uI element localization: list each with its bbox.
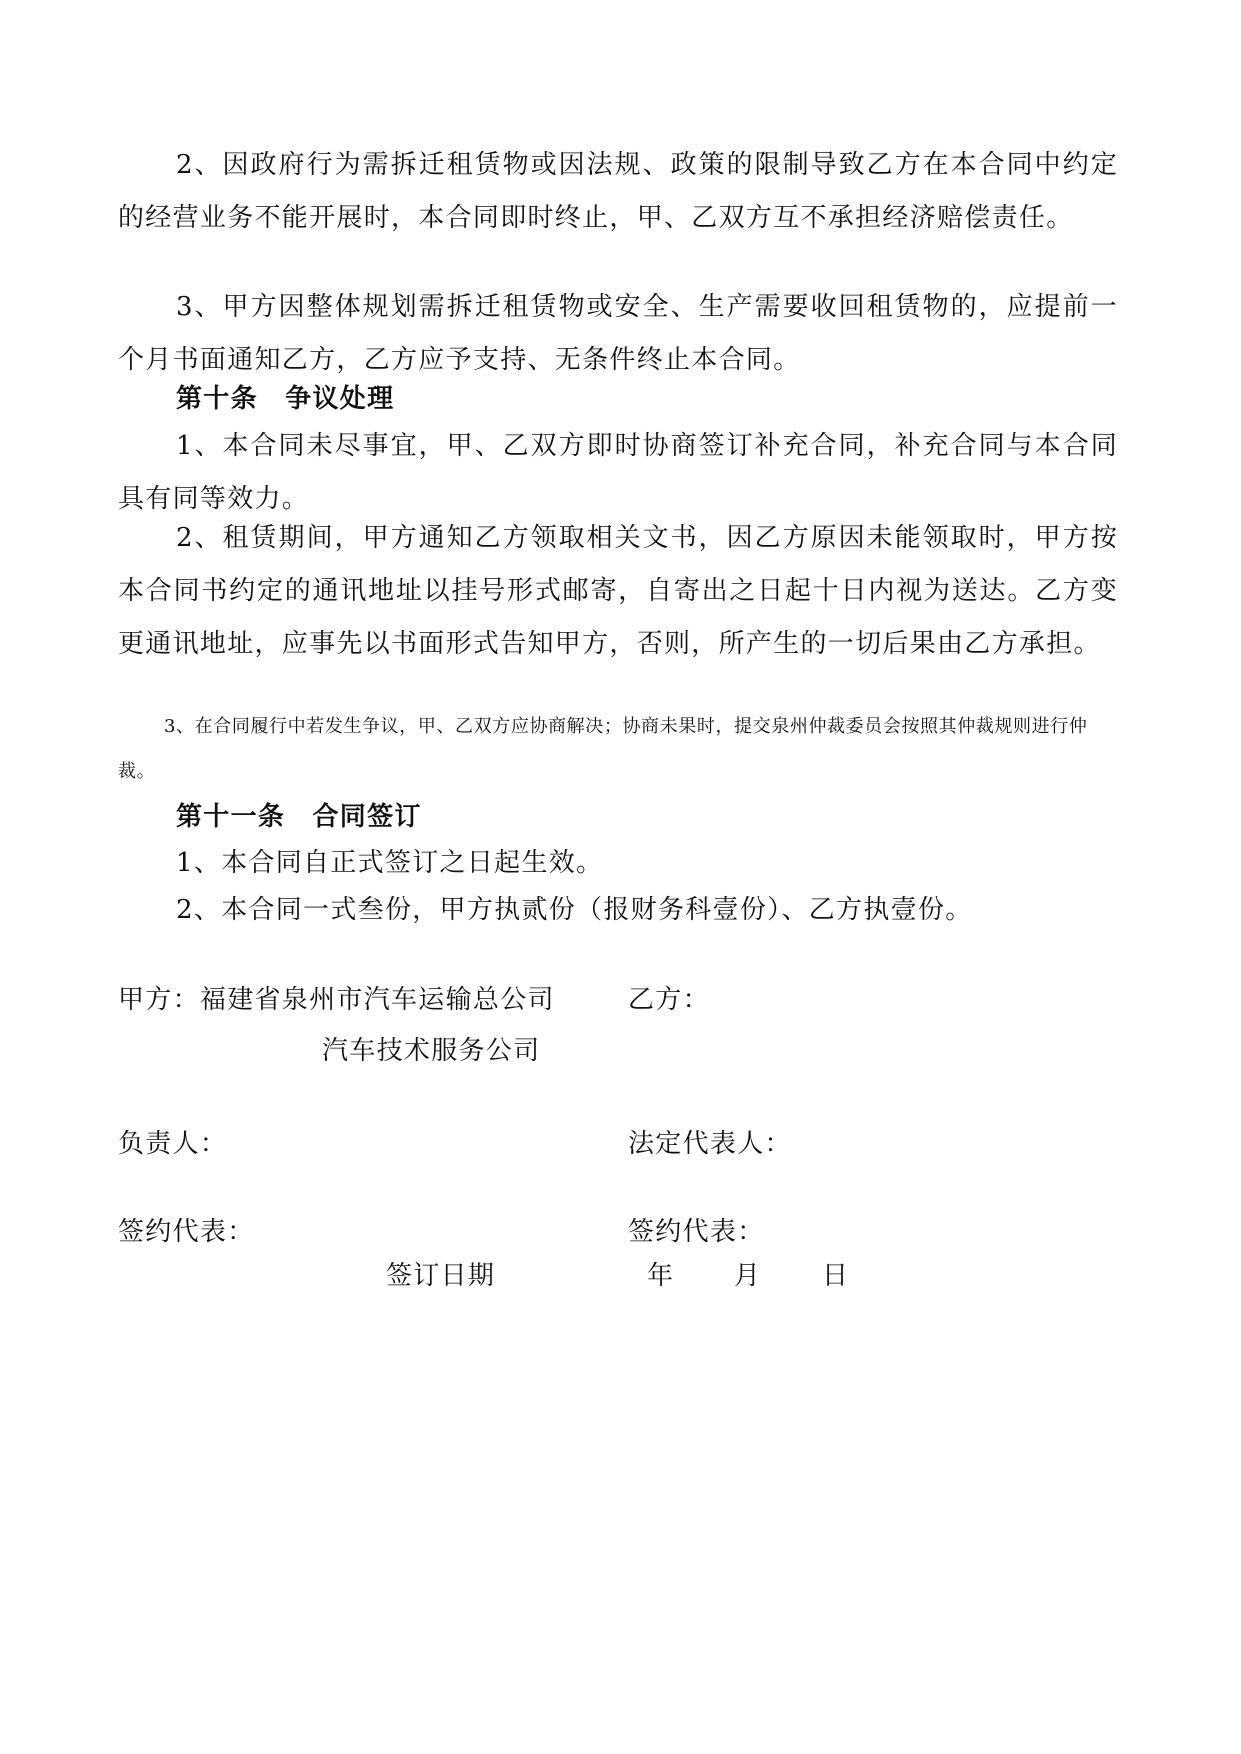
clause-10-paragraph-1: 1、本合同未尽事宜，甲、乙双方即时协商签订补充合同，补充合同与本合同具有同等效力。 — [118, 431, 1118, 514]
clause-10-heading: 第十条 争议处理 — [176, 384, 395, 414]
party-b-signing-representative: 签约代表： — [628, 1217, 765, 1247]
signing-date-label: 签订日期 — [386, 1261, 496, 1291]
clause-11-heading: 第十一条 合同签订 — [176, 802, 422, 832]
clause-10-paragraph-2: 2、租赁期间，甲方通知乙方领取相关文书，因乙方原因未能领取时，甲方按本合同书约定的通讯地址以挂号形式邮寄，自寄出之日起十日内视为送达。乙方变更通讯地址，应事先以书面形式告知甲方，否则，所产生的一切后果由乙方承担。 — [118, 523, 1118, 659]
signing-date-month: 月 — [734, 1261, 761, 1291]
clause-11-paragraph-1: 1、本合同自正式签订之日起生效。 — [176, 848, 604, 878]
party-b-legal-representative: 法定代表人： — [628, 1129, 792, 1159]
party-b-label: 乙方： — [628, 985, 710, 1015]
clause-9-paragraph-3: 3、甲方因整体规划需拆迁租赁物或安全、生产需要收回租赁物的，应提前一个月书面通知乙方，乙方应予支持、无条件终止本合同。 — [118, 292, 1118, 375]
signing-date-day: 日 — [822, 1261, 849, 1291]
party-a-name-line-1: 甲方：福建省泉州市汽车运输总公司 — [118, 985, 555, 1015]
signing-date-year: 年 — [647, 1261, 674, 1291]
clause-11-paragraph-2: 2、本合同一式叁份，甲方执贰份（报财务科壹份）、乙方执壹份。 — [176, 895, 973, 925]
party-a-name-line-2: 汽车技术服务公司 — [322, 1036, 541, 1066]
clause-9-paragraph-2: 2、因政府行为需拆迁租赁物或因法规、政策的限制导致乙方在本合同中约定的经营业务不能开展时，本合同即时终止，甲、乙双方互不承担经济赔偿责任。 — [118, 150, 1118, 233]
clause-10-paragraph-3: 3、在合同履行中若发生争议，甲、乙双方应协商解决；协商未果时，提交泉州仲裁委员会按照其仲裁规则进行仲裁。 — [118, 716, 1088, 782]
party-a-signing-representative: 签约代表： — [118, 1217, 255, 1247]
party-a-responsible-person: 负责人： — [118, 1129, 228, 1159]
